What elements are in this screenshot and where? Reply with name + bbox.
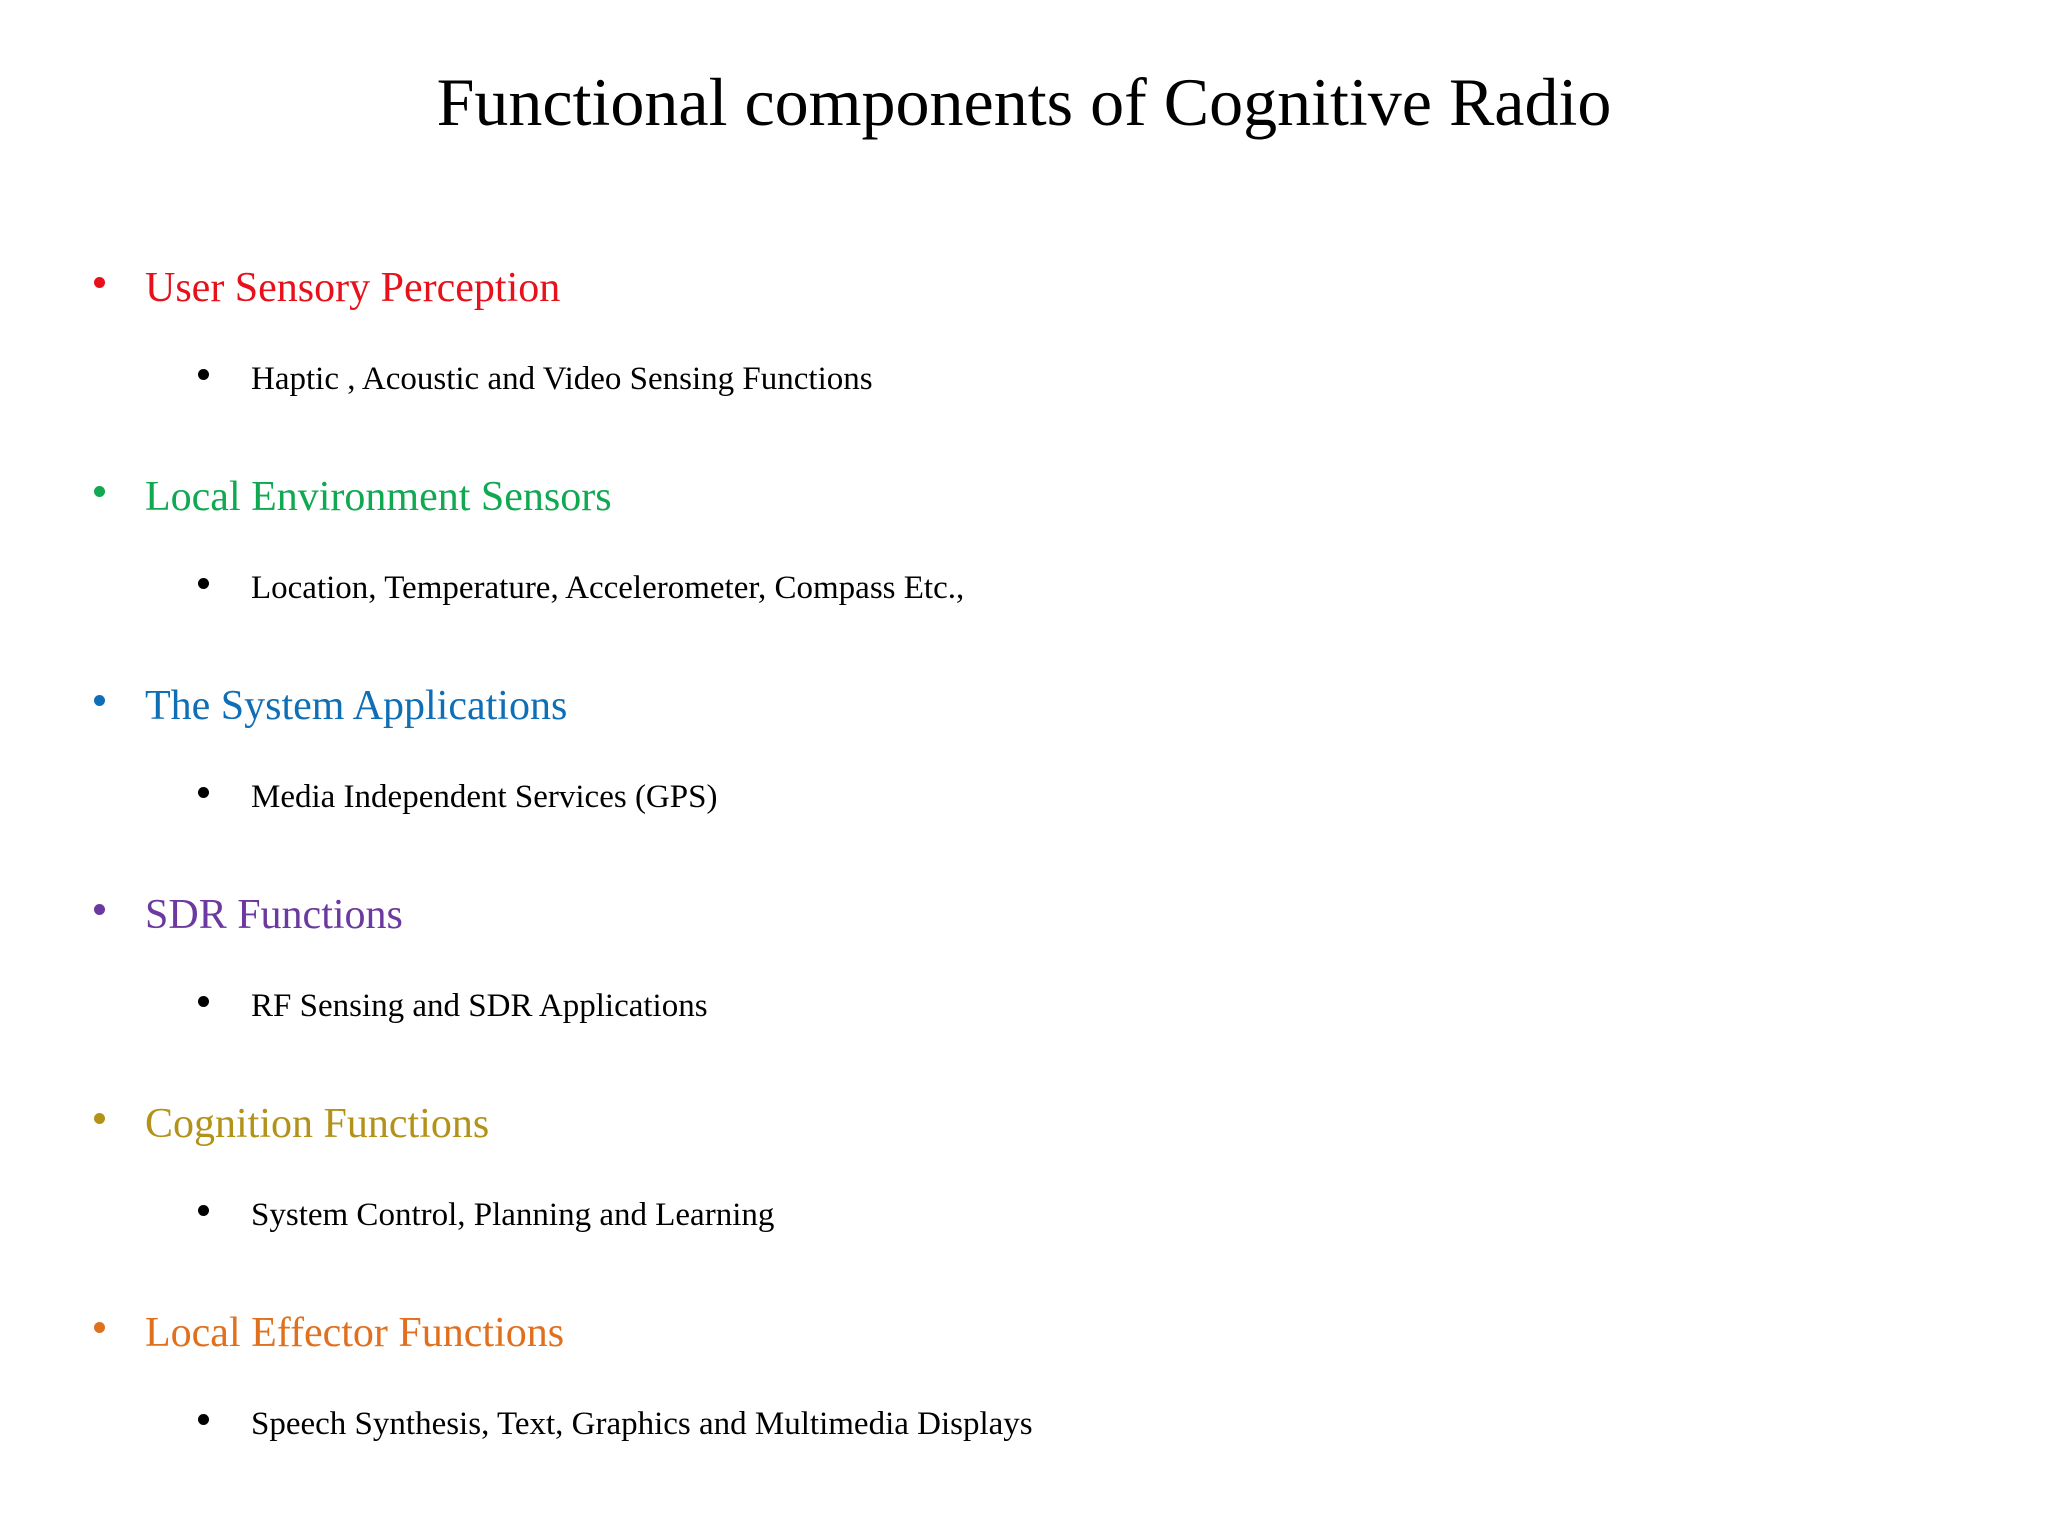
level1-heading: Cognition Functions [145,1101,490,1147]
slide-title: Functional components of Cognitive Radio [436,64,1612,140]
level1-heading: Local Effector Functions [145,1310,565,1356]
level1-entry [94,1303,564,1363]
bullet-dot-icon [94,1113,105,1124]
level2-detail: Media Independent Services (GPS) [251,779,718,815]
level2-entry [198,354,873,404]
level1-entry [94,1094,489,1154]
bullet-dot-icon [198,787,209,798]
bullet-dot-icon [198,1205,209,1216]
level1-entry [94,467,612,527]
bullet-dot-icon [198,578,209,589]
level2-entry [198,1190,774,1240]
level2-detail: Location, Temperature, Accelerometer, Compass Etc., [251,570,965,606]
bullet-dot-icon [94,695,105,706]
level2-detail: Speech Synthesis, Text, Graphics and Multimedia Displays [251,1406,1033,1442]
level2-detail: RF Sensing and SDR Applications [251,988,708,1024]
level1-heading: User Sensory Perception [145,265,561,311]
bullet-dot-icon [198,369,209,380]
level2-detail: Haptic , Acoustic and Video Sensing Functions [251,361,873,397]
bullet-dot-icon [94,486,105,497]
level2-entry [198,772,717,822]
bullet-dot-icon [94,904,105,915]
level2-entry [198,563,964,613]
bullet-dot-icon [94,277,105,288]
level1-entry [94,258,560,318]
level1-heading: Local Environment Sensors [145,474,612,520]
level1-entry [94,676,567,736]
level1-heading: SDR Functions [145,892,403,938]
level2-detail: System Control, Planning and Learning [251,1197,775,1233]
level1-entry [94,885,403,945]
level1-heading: The System Applications [145,683,568,729]
bullet-dot-icon [94,1322,105,1333]
level2-entry [198,981,708,1031]
bullet-dot-icon [198,996,209,1007]
bullet-dot-icon [198,1414,209,1425]
level2-entry [198,1399,1033,1449]
